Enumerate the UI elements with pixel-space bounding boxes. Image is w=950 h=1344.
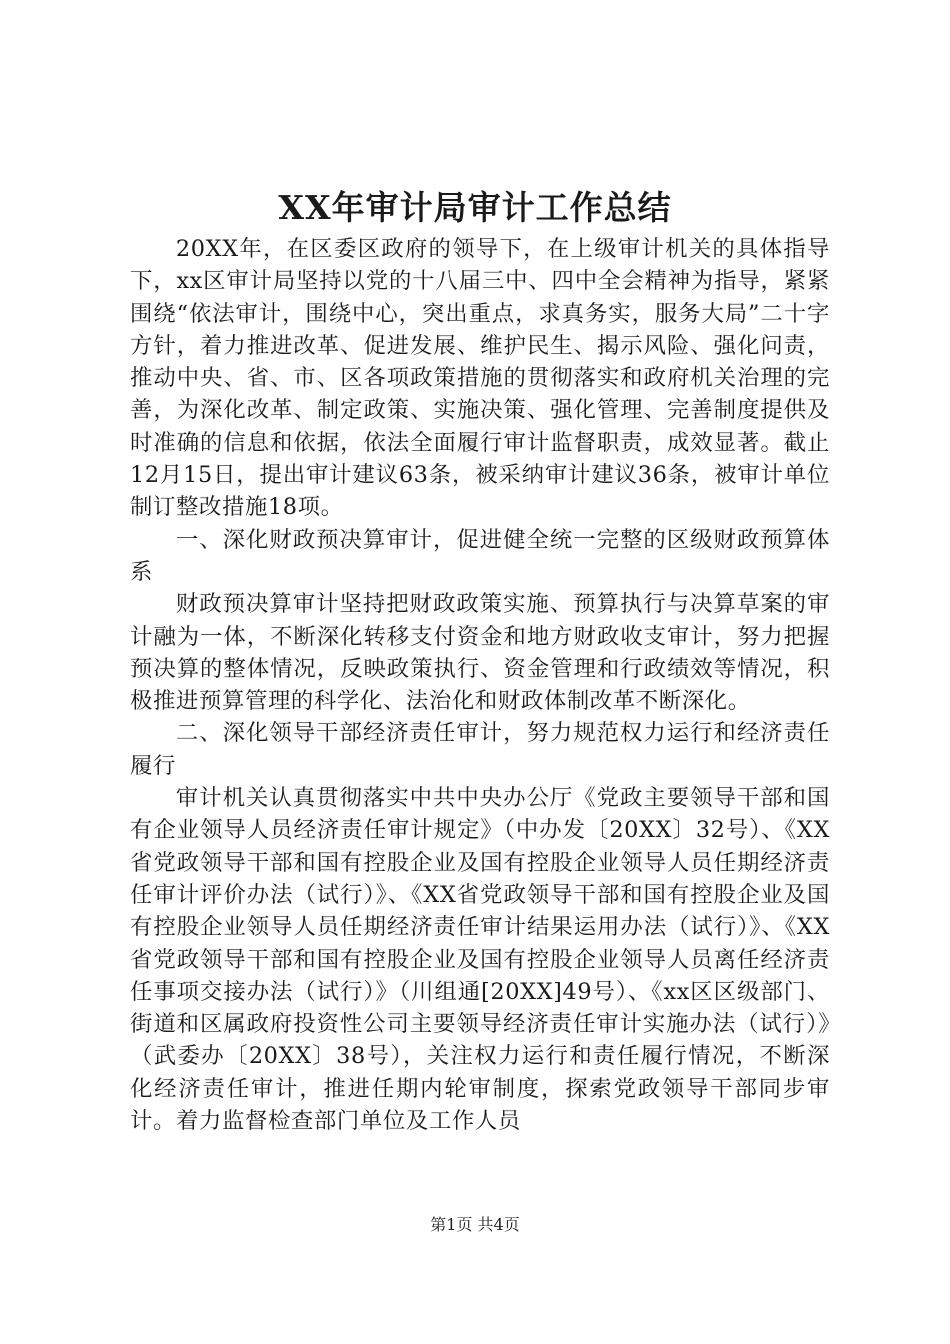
document-body (130, 233, 830, 1137)
paragraph-section-1: 财政预决算审计坚持把财政政策实施、预算执行与决算草案的审计融为一体，不断深化转移支付资金和地方财政收支审计，努力把握预决算的整体情况，反映政策执行、资金管理和行政绩效等情况，积极推进预算管理的科学化、法治化和财政体制改革不断深化。 (130, 591, 830, 715)
document-title: XX年审计局审计工作总结 (278, 188, 672, 227)
page-number-footer: 第1页 共4页 (430, 1215, 520, 1234)
paragraph-section-2: 审计机关认真贯彻落实中共中央办公厅《党政主要领导干部和国有企业领导人员经济责任审计规定》（中办发〔20XX〕32号）、《XX省党政领导干部和国有控股企业及国有控股企业领导人员任期经济责任审计评价办法（试行）》、《XX省党政领导干部和国有控股企业及国有控股企业领导人员任期经济责任审计结果运用办法（试行）》、《XX省党政领导干部和国有控股企业及国有控股企业领导人员离任经济责任事项交接办法（试行）》（川组通[20XX]49号）、《xx区区级部门、街道和区属政府投资性公司主要领导经济责任审计实施办法（试行）》（武委办〔20XX〕38号），关注权力运行和责任履行情况，不断深化经济责任审计，推进任期内轮审制度，探索党政领导干部同步审计。着力监督检查部门单位及工作人员 (130, 785, 830, 1135)
section-heading-2: 二、深化领导干部经济责任审计，努力规范权力运行和经济责任履行 (130, 720, 830, 779)
section-heading-1: 一、深化财政预决算审计，促进健全统一完整的区级财政预算体系 (130, 526, 830, 585)
paragraph-intro: 20XX年，在区委区政府的领导下，在上级审计机关的具体指导下，xx区审计局坚持以党的十八届三中、四中全会精神为指导，紧紧围绕“依法审计，围绕中心，突出重点，求真务实，服务大局”二十字方针，着力推进改革、促进发展、维护民生、揭示风险、强化问责，推动中央、省、市、区各项政策措施的贯彻落实和政府机关治理的完善，为深化改革、制定政策、实施决策、强化管理、完善制度提供及时准确的信息和依据，依法全面履行审计监督职责，成效显著。截止12月15日，提出审计建议63条，被采纳审计建议36条，被审计单位制订整改措施18项。 (130, 236, 830, 521)
